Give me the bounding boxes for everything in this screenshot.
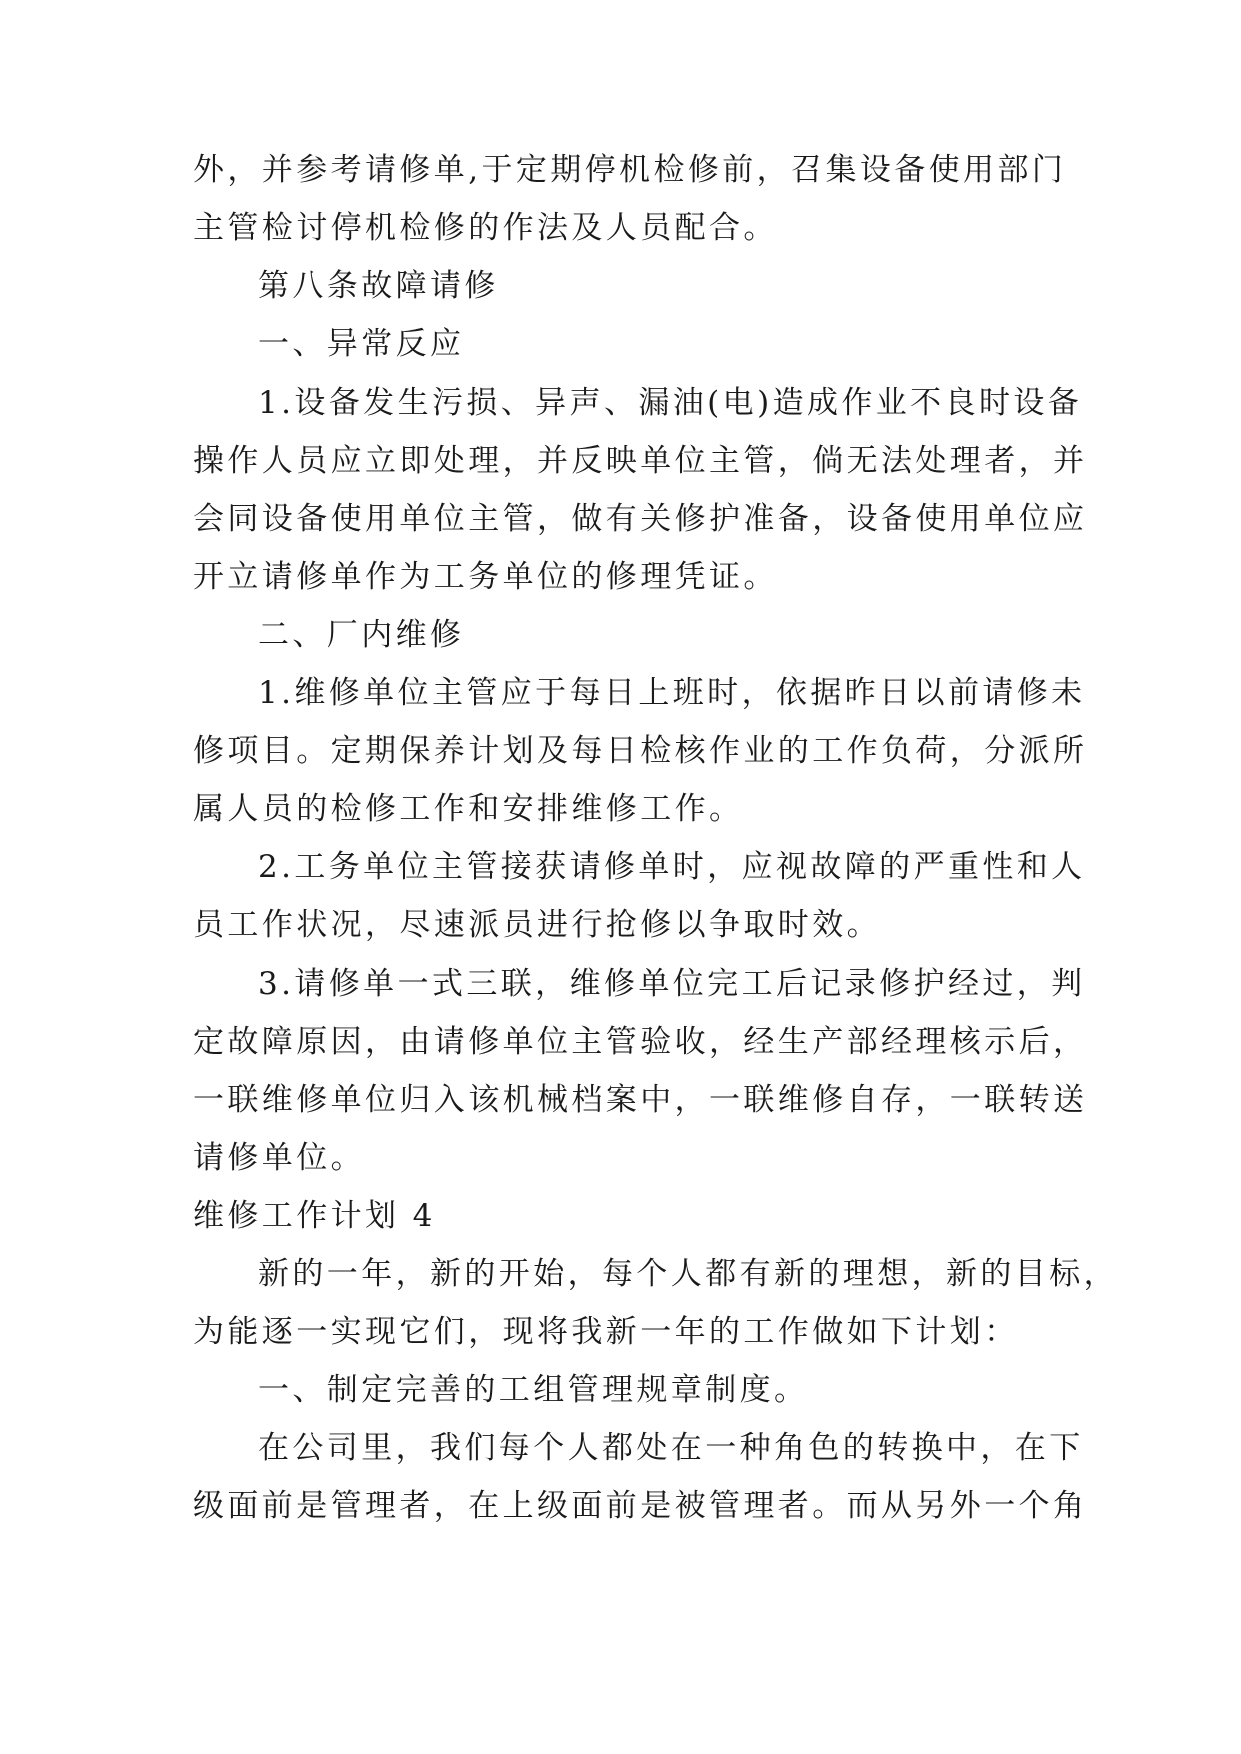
paragraph-line: 1.设备发生污损、异声、漏油(电)造成作业不良时设备 — [258, 385, 1083, 421]
paragraph-line: 会同设备使用单位主管，做有关修护准备，设备使用单位应 — [193, 501, 1088, 537]
paragraph-line: 开立请修单作为工务单位的修理凭证。 — [193, 559, 778, 595]
paragraph-line: 属人员的检修工作和安排维修工作。 — [193, 791, 744, 827]
paragraph-line: 一联维修单位归入该机械档案中，一联维修自存，一联转送 — [193, 1082, 1088, 1118]
paragraph-line: 在公司里，我们每个人都处在一种角色的转换中，在下 — [258, 1430, 1084, 1466]
document-title: 维修工作计划 4 — [193, 1198, 436, 1234]
paragraph-line: 操作人员应立即处理，并反映单位主管，倘无法处理者，并 — [193, 443, 1088, 479]
paragraph-line: 主管检讨停机检修的作法及人员配合。 — [193, 210, 778, 246]
paragraph-line: 级面前是管理者，在上级面前是被管理者。而从另外一个角 — [193, 1488, 1088, 1524]
paragraph-line: 员工作状况，尽速派员进行抢修以争取时效。 — [193, 907, 881, 943]
paragraph-line: 1.维修单位主管应于每日上班时，依据昨日以前请修未 — [258, 675, 1086, 711]
subsection-heading: 二、厂内维修 — [258, 617, 465, 653]
paragraph-line: 为能逐一实现它们，现将我新一年的工作做如下计划： — [193, 1314, 1019, 1350]
paragraph-line: 3.请修单一式三联，维修单位完工后记录修护经过，判 — [258, 966, 1086, 1002]
subsection-heading: 一、异常反应 — [258, 326, 465, 362]
paragraph-line: 请修单位。 — [193, 1140, 365, 1176]
paragraph-line: 2.工务单位主管接获请修单时，应视故障的严重性和人 — [258, 849, 1086, 885]
paragraph-line: 外，并参考请修单,于定期停机检修前，召集设备使用部门 — [193, 152, 1067, 188]
subsection-heading: 一、制定完善的工组管理规章制度。 — [258, 1372, 809, 1408]
paragraph-line: 定故障原因，由请修单位主管验收，经生产部经理核示后， — [193, 1024, 1088, 1060]
paragraph-line: 修项目。定期保养计划及每日检核作业的工作负荷，分派所 — [193, 733, 1088, 769]
paragraph-line: 新的一年，新的开始，每个人都有新的理想，新的目标， — [258, 1256, 1118, 1292]
section-heading: 第八条故障请修 — [258, 268, 499, 304]
